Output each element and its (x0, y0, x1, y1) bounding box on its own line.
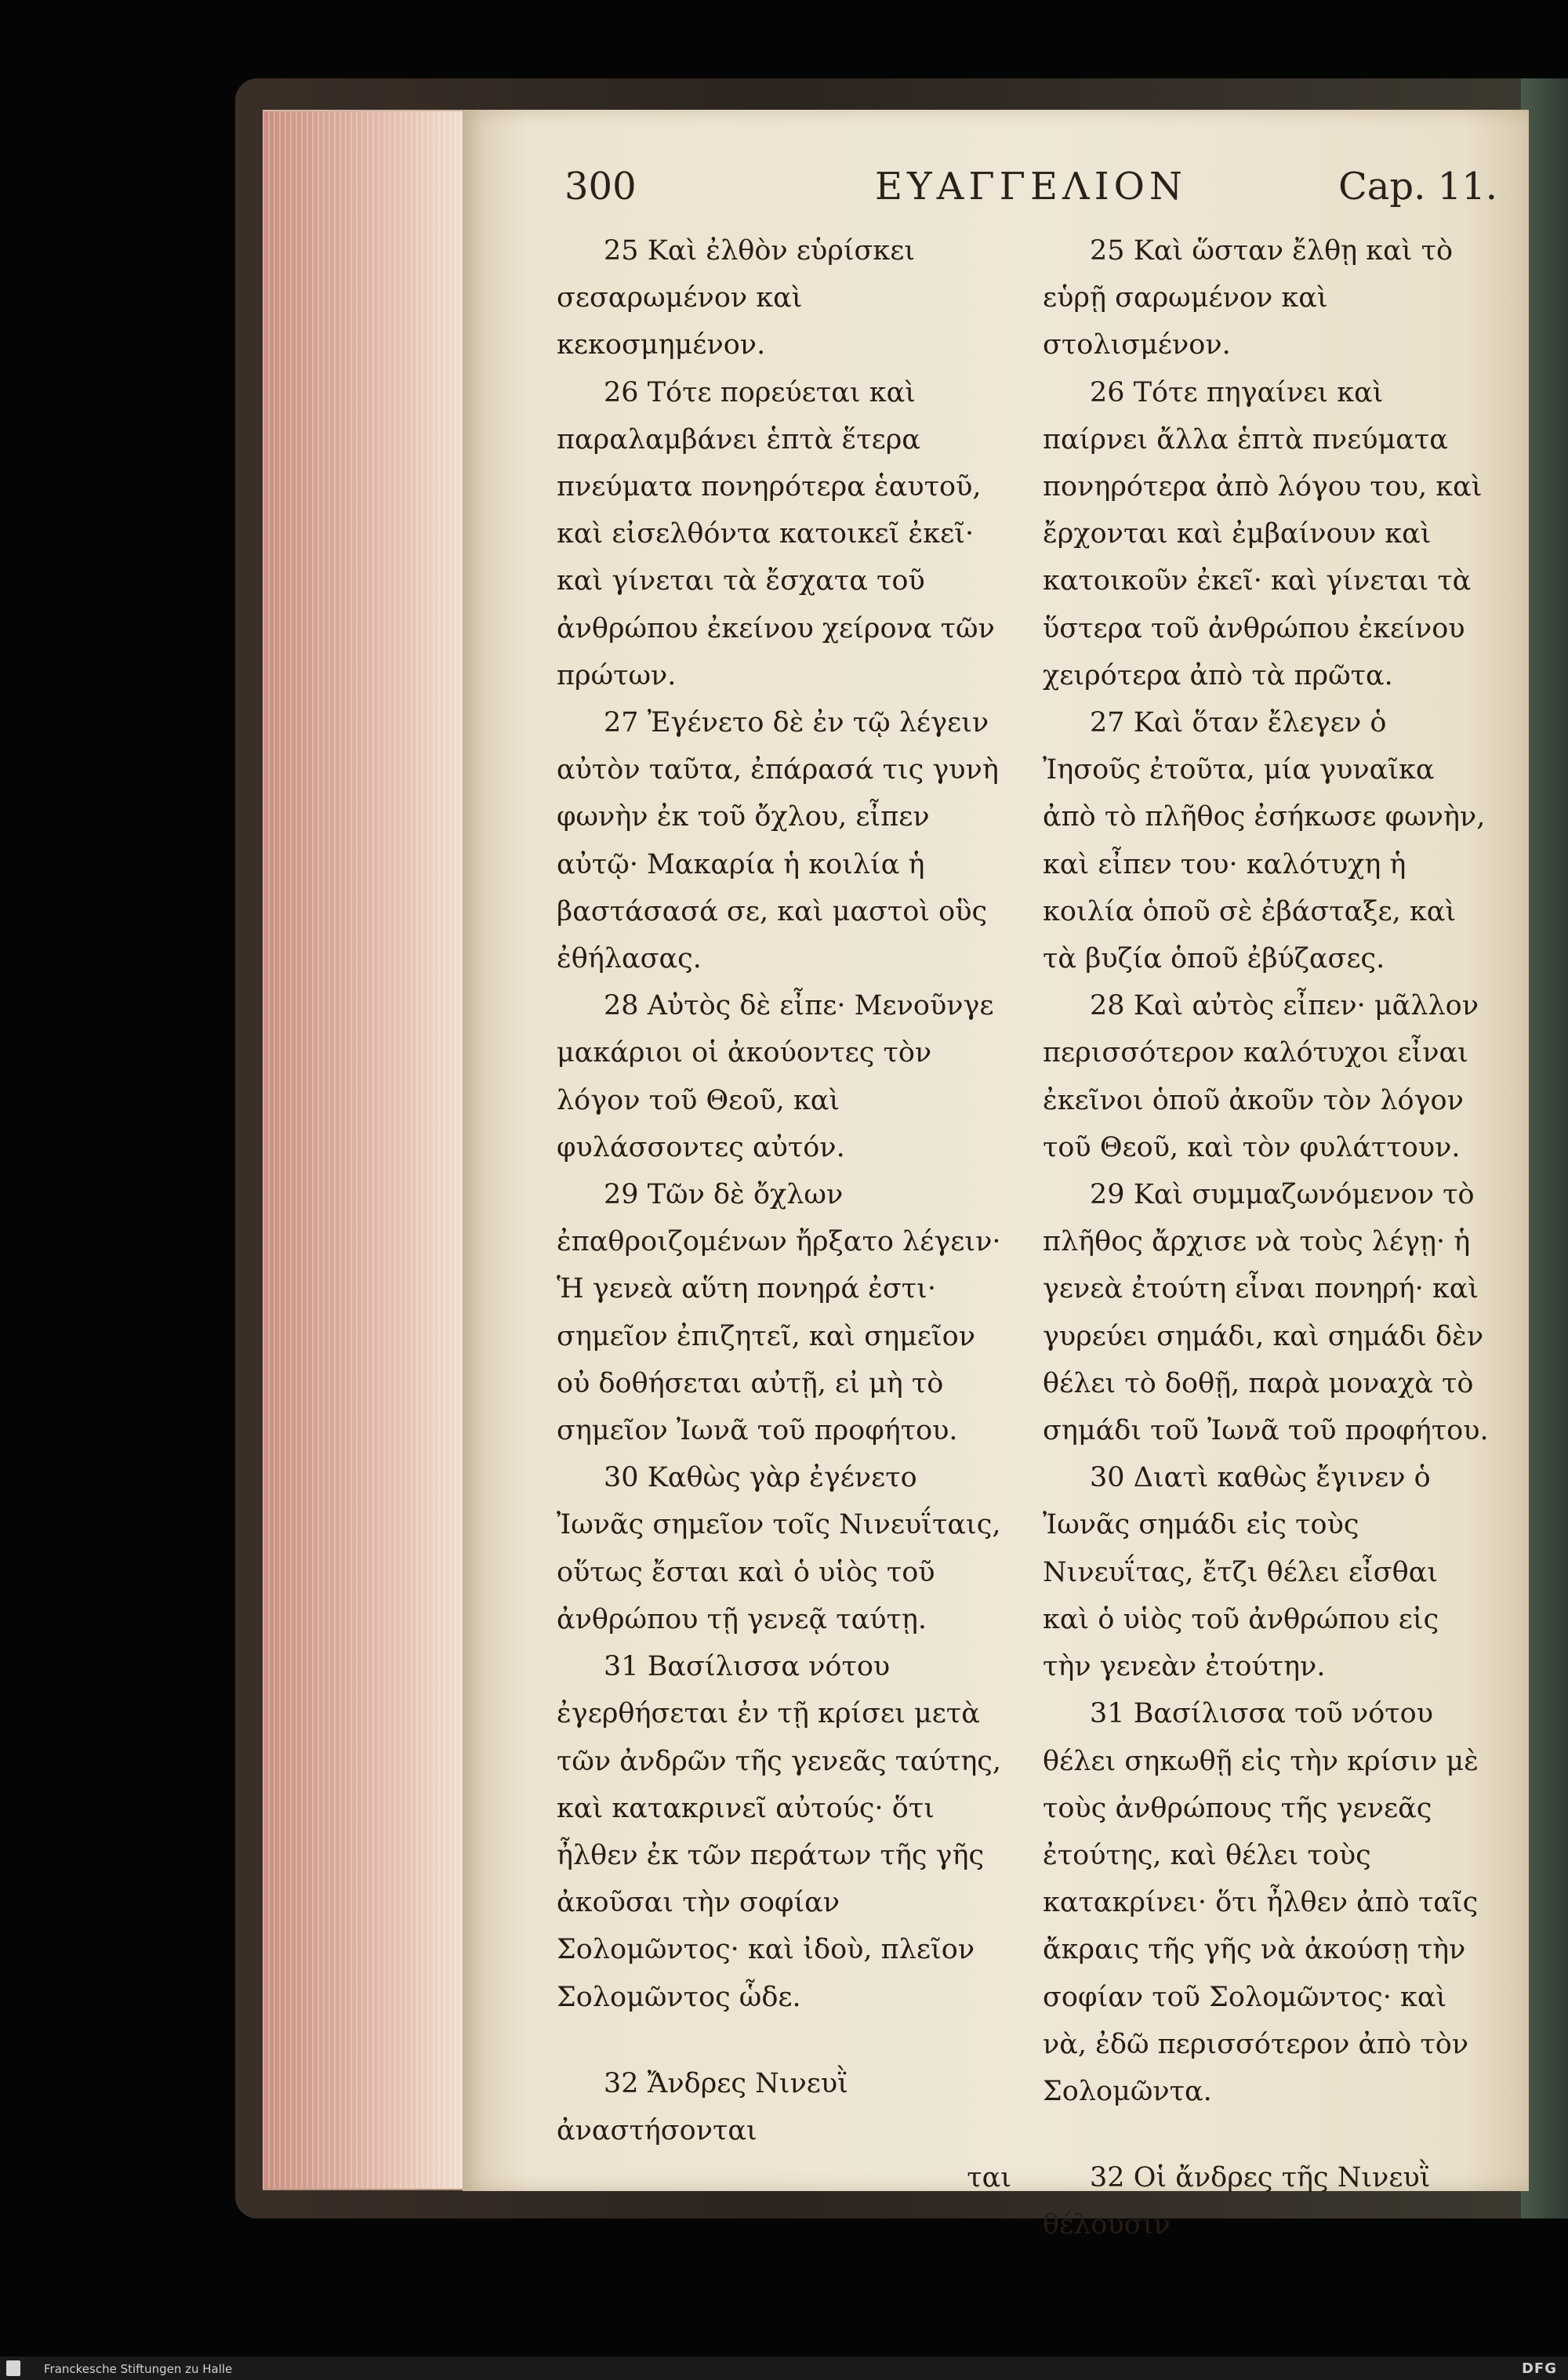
catchword: ται (967, 2162, 1011, 2194)
verse-29: 29 Καὶ συμμαζωνόμενον τὸ πλῆθος ἄρχισε νὰ τοὺς λέγῃ· ἡ γενεὰ ἐτούτη εἶναι πονηρή· καὶ γυρεύει σημάδι, καὶ σημάδι δὲν θέλει τὸ δοθῇ, παρὰ μοναχὰ τὸ σημάδι τοῦ Ἰωνᾶ τοῦ προφήτου. (1043, 1179, 1489, 1447)
verse-27: 27 Ἐγένετο δὲ ἐν τῷ λέγειν αὐτὸν ταῦτα, ἐπάρασά τις γυνὴ φωνὴν ἐκ τοῦ ὄχλου, εἶπεν αὐτῷ· Μακαρία ἡ κοιλία ἡ βαστάσασά σε, καὶ μαστοὶ οὓς ἐθήλασας. (557, 707, 999, 975)
page-edges (263, 110, 466, 2190)
page-title: ΕΥΑΓΓΕΛΙΟΝ (874, 165, 1187, 209)
verse-32: 32 Οἱ ἄνδρες τῆς Νινευῒ θέλουσιν (1043, 2162, 1431, 2241)
institution-logo-icon (6, 2360, 20, 2376)
verse-30: 30 Καθὼς γὰρ ἐγένετο Ἰωνᾶς σημεῖον τοῖς Νινευΐταις, οὕτως ἔσται καὶ ὁ υἱὸς τοῦ ἀνθρώπου τῇ γενεᾷ ταύτῃ. (557, 1462, 1001, 1635)
verse-26: 26 Τότε πορεύεται καὶ παραλαμβάνει ἑπτὰ ἕτερα πνεύματα πονηρότερα ἑαυτοῦ, καὶ εἰσελθόντα κατοικεῖ ἐκεῖ· καὶ γίνεται τὰ ἔσχατα τοῦ ἀνθρώπου ἐκείνου χείρονα τῶν πρώτων. (557, 376, 995, 691)
right-column-vernacular (1043, 227, 1490, 2249)
viewer-footer (0, 2356, 1568, 2380)
verse-28: 28 Καὶ αὐτὸς εἶπεν· μᾶλλον περισσότερον καλότυχοι εἶναι ἐκεῖνοι ὁποῦ ἀκοῦν τὸν λόγον τοῦ Θεοῦ, καὶ τὸν φυλάττουν. (1043, 990, 1479, 1163)
verse-25: 25 Καὶ ἐλθὸν εὑρίσκει σεσαρωμένον καὶ κεκοσμημένον. (557, 235, 916, 361)
verse-25: 25 Καὶ ὥσταν ἔλθῃ καὶ τὸ εὑρῇ σαρωμένον καὶ στολισμένον. (1043, 235, 1454, 361)
verse-32: 32 Ἄνδρες Νινευῒ ἀναστήσονται (557, 2067, 848, 2146)
book-page (463, 110, 1529, 2241)
verse-28: 28 Αὐτὸς δὲ εἶπε· Μενοῦνγε μακάριοι οἱ ἀκούοντες τὸν λόγον τοῦ Θεοῦ, καὶ φυλάσσοντες αὐτόν. (557, 990, 994, 1163)
verse-31: 31 Βασίλισσα νότου ἐγερθήσεται ἐν τῇ κρίσει μετὰ τῶν ἀνδρῶν τῆς γενεᾶς ταύτης, καὶ κατακρινεῖ αὐτούς· ὅτι ἦλθεν ἐκ τῶν περάτων τῆς γῆς ἀκοῦσαι τὴν σοφίαν Σολομῶντος· καὶ ἰδοὺ, πλεῖον Σολομῶντος ὧδε. (557, 1651, 1002, 2013)
page-number: 300 (564, 165, 637, 209)
institution-name: Franckesche Stiftungen zu Halle (44, 2362, 233, 2376)
verse-26: 26 Τότε πηγαίνει καὶ παίρνει ἄλλα ἑπτὰ πνεύματα πονηρότερα ἀπὸ λόγου του, καὶ ἔρχονται καὶ ἐμβαίνουν καὶ κατοικοῦν ἐκεῖ· καὶ γίνεται τὰ ὕστερα τοῦ ἀνθρώπου ἐκείνου χειρότερα ἀπὸ τὰ πρῶτα. (1043, 376, 1483, 691)
verse-29: 29 Τῶν δὲ ὄχλων ἐπαθροιζομένων ἤρξατο λέγειν· Ἡ γενεὰ αὕτη πονηρά ἐστι· σημεῖον ἐπιζητεῖ, καὶ σημεῖον οὐ δοθήσεται αὐτῇ, εἰ μὴ τὸ σημεῖον Ἰωνᾶ τοῦ προφήτου. (557, 1179, 1001, 1447)
left-column-greek (557, 227, 1011, 2201)
verse-30: 30 Διατὶ καθὼς ἔγινεν ὁ Ἰωνᾶς σημάδι εἰς τοὺς Νινευΐτας, ἔτζι θέλει εἶσθαι καὶ ὁ υἱὸς τοῦ ἀνθρώπου εἰς τὴν γενεὰν ἐτούτην. (1043, 1462, 1439, 1683)
chapter-label: Cap. 11. (1338, 165, 1497, 209)
verse-31: 31 Βασίλισσα τοῦ νότου θέλει σηκωθῇ εἰς τὴν κρίσιν μὲ τοὺς ἀνθρώπους τῆς γενεᾶς ἐτούτης, καὶ θέλει τοὺς κατακρίνει· ὅτι ἦλθεν ἀπὸ ταῖς ἄκραις τῆς γῆς νὰ ἀκούσῃ τὴν σοφίαν τοῦ Σολομῶντος· καὶ νὰ, ἐδῶ περισσότερον ἀπὸ τὸν Σολομῶντα. (1043, 1698, 1479, 2107)
running-head (564, 165, 1497, 219)
verse-27: 27 Καὶ ὅταν ἔλεγεν ὁ Ἰησοῦς ἐτοῦτα, μία γυναῖκα ἀπὸ τὸ πλῆθος ἐσήκωσε φωνὴν, καὶ εἶπεν του· καλότυχη ἡ κοιλία ὁποῦ σὲ ἐβάσταξε, καὶ τὰ βυζία ὁποῦ ἐβύζασες. (1043, 707, 1486, 975)
dfg-logo: DFG (1521, 2360, 1557, 2377)
